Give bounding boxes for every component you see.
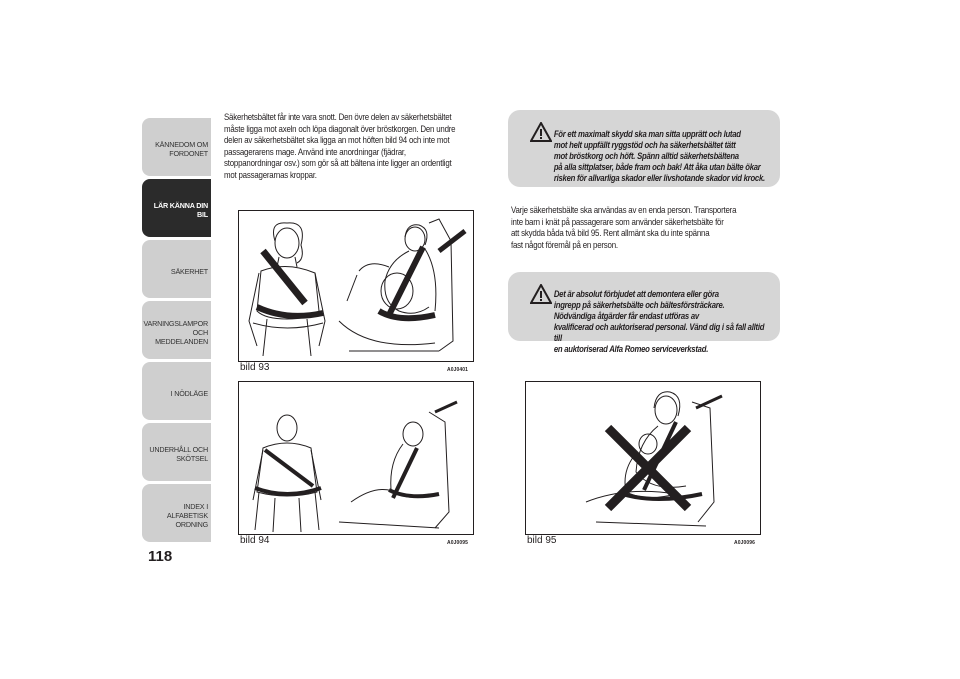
figure-94-label: bild 94 [240, 535, 270, 546]
tab-index[interactable]: INDEX I ALFABETISK ORDNING [142, 484, 211, 542]
warning-text-2: Det är absolut förbjudet att demontera eller göra ingrepp på säkerhetsbälte och bältesförsträckare. Nödvändiga åtgärder får endast utföras av kvalificerad och auktoriserad personal. Vänd dig i så fall alltid till en auktoriserad Alfa Romeo serviceverkstad. [553, 289, 765, 354]
belt-paragraph: Säkerhetsbältet får inte vara snott. Den övre delen av säkerhetsbältet måste ligga mot axeln och löpa diagonalt över bröstkorgen. Den undre delen av säkerhetsbältet ska ligga an mot höften bild 94 och inte mot passagerarens mage. Använd inte anordningar (fjädrar, stoppanordningar osv.) som gör så att bältena inte ligger an ordentligt mot passagerarnas kroppar. [224, 112, 456, 180]
seatbelt-illustration-93 [239, 211, 473, 361]
figure-94-code: A0J0095 [447, 540, 468, 546]
warning-box-1 [508, 110, 780, 187]
warning-box-2 [508, 272, 780, 354]
figure-94 [238, 381, 474, 535]
figure-95-code: A0J0096 [734, 540, 755, 546]
prohibited-child-on-lap-illustration [526, 382, 760, 534]
single-person-paragraph: Varje säkerhetsbälte ska användas av en enda person. Transportera inte barn i knät på passagerare som använder säkerhetsbälte för att skydda båda två bild 95. Rent allmänt ska du inte spänna fast något föremål på en person. [511, 205, 737, 250]
tab-varningslampor[interactable]: VARNINGSLAMPOR OCH MEDDELANDEN [142, 301, 211, 359]
tab-underhall-och-skotsel[interactable]: UNDERHÅLL OCH SKÖTSEL [142, 423, 211, 481]
tab-kannedom-om-fordonet[interactable]: KÄNNEDOM OM FORDONET [142, 118, 211, 176]
figure-93 [238, 210, 474, 362]
figure-95 [525, 381, 761, 535]
figure-93-label: bild 93 [240, 362, 270, 373]
figure-93-code: A0J0401 [447, 367, 468, 373]
page-number: 118 [148, 548, 173, 565]
figure-95-label: bild 95 [527, 535, 557, 546]
tab-sakerhet[interactable]: SÄKERHET [142, 240, 211, 298]
warning-text-1: För ett maximalt skydd ska man sitta upprätt och lutad mot helt uppfällt ryggstöd och ha säkerhetsbältet tätt mot bröstkorg och höft. Spänn alltid säkerhetsbältena på alla sittplatser, både fram och bak! Att åka utan bälte ökar risken för allvarliga skador eller livshotande skador vid krock. [553, 129, 765, 183]
tab-i-nodlage[interactable]: I NÖDLÄGE [142, 362, 211, 420]
seatbelt-illustration-94 [239, 382, 473, 534]
tab-lar-kanna-din-bil[interactable]: LÄR KÄNNA DIN BIL [142, 179, 211, 237]
